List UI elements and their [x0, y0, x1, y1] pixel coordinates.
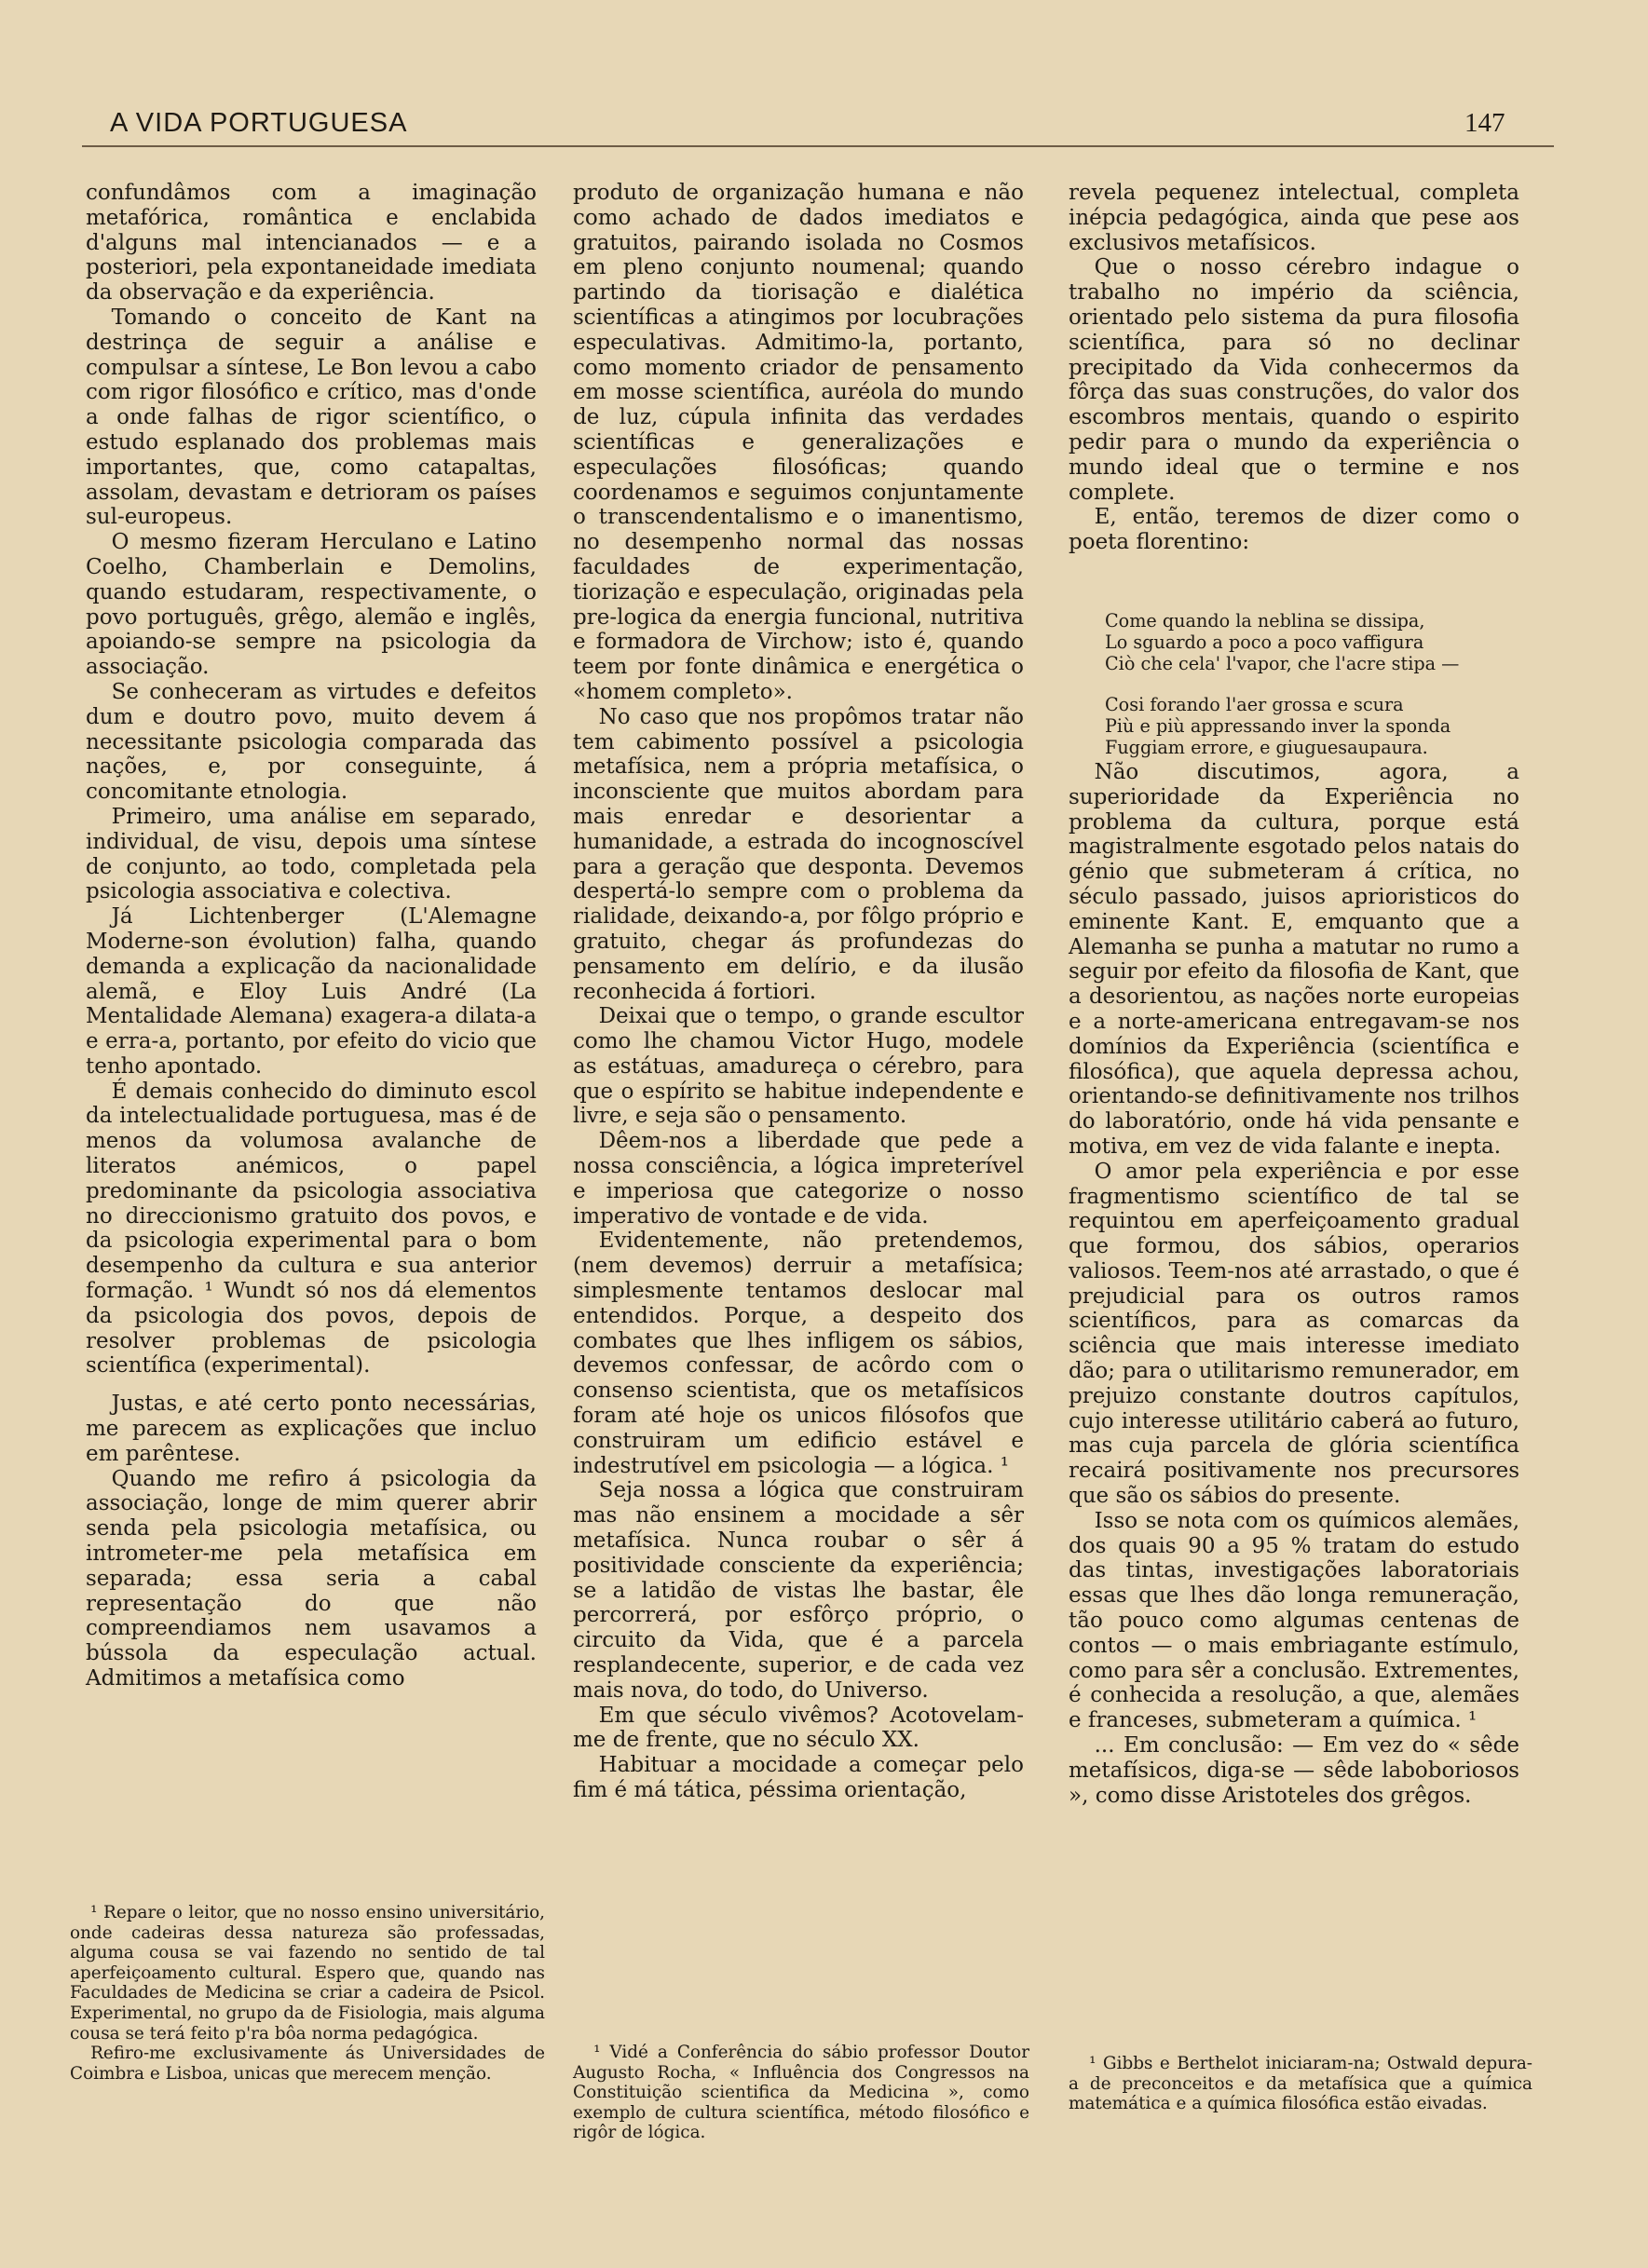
paragraph: Justas, e até certo ponto necessárias, me parecem as explicações que incluo em parêntese.: [86, 1392, 537, 1466]
verse-line: Più e più appressando inver la sponda: [1105, 714, 1451, 737]
verse-line: Lo sguardo a poco a poco vaffigura: [1105, 632, 1424, 654]
paragraph: O mesmo fizeram Herculano e Latino Coelho, Chamberlain e Demolins, quando estudaram, respectivamente, o povo português, grêgo, alemão e inglês, apoiando-se sempre na psicologia da associação.: [86, 530, 537, 680]
paragraph: Evidentemente, não pretendemos, (nem devemos) derruir a metafísica; simplesmente tentamos deslocar mal entendidos. Porque, a despeito dos combates que lhes infligem os sábios, devemos confessar, de acôrdo com o consenso scientista, que os metafísicos foram até hoje os unicos filósofos que construiram um edificio estável e indestrutível em psicologia — a lógica. ¹: [573, 1229, 1024, 1478]
verse-line: Fuggiam errore, e giuguesaupaura.: [1105, 737, 1428, 759]
paragraph: Quando me refiro á psicologia da associação, longe de mim querer abrir senda pela psicologia metafísica, ou intrometer-me pela metafísica em separada; essa seria a cabal representação do que não compreendiamos nem usavamos a bússola da especulação actual. Admitimos a metafísica como: [86, 1466, 537, 1691]
paragraph: Primeiro, uma análise em separado, individual, de visu, depois uma síntese de conjunto, ao todo, completada pela psicologia associativa e colectiva.: [86, 804, 537, 904]
footnotes-column-1: [70, 1903, 545, 2084]
paragraph: revela pequenez intelectual, completa inépcia pedagógica, ainda que pese aos exclusivos metafísicos.: [1069, 181, 1519, 255]
paragraph: Tomando o conceito de Kant na destrinça de seguir a análise e compulsar a síntese, Le Bon levou a cabo com rigor filosófico e crítico, mas d'onde a onde falhas de rigor scientífico, o estudo esplanado dos problemas mais importantes, que, como catapaltas, assolam, devastam e detrioram os países sul-europeus.: [86, 305, 537, 530]
page-number: 147: [1464, 108, 1505, 138]
verse-quotation: [1105, 610, 1533, 777]
header-rule: [82, 145, 1554, 147]
paragraph: produto de organização humana e não como achado de dados imediatos e gratuitos, pairando isolada no Cosmos em pleno conjunto noumenal; quando partindo da tiorisação e dialética scientíficas a atingimos por locubrações especulativas. Admitimo-la, portanto, como momento criador de pensamento em mosse scientífica, auréola do mundo de luz, cúpula infinita das verdades scientíficas e generalizações e especulações filosóficas; quando coordenamos e seguimos conjuntamente o transcendentalismo e o imanentismo, no desempenho normal das nossas faculdades de experimentação, tiorização e especulação, originadas pela pre-logica da energia funcional, nutritiva e formadora de Virchow; isto é, quando teem por fonte dinâmica e energética o «homem completo».: [573, 181, 1024, 704]
paragraph: É demais conhecido do diminuto escol da intelectualidade portuguesa, mas é de menos da volumosa avalanche de literatos anémicos, o papel predominante da psicologia associativa no direccionismo gratuito dos povos, e da psicologia experimental para o bom desempenho da cultura e sua anterior formação. ¹ Wundt só nos dá elementos da psicologia dos povos, depois de resolver problemas de psicologia scientífica (experimental).: [86, 1079, 537, 1378]
paragraph: Se conheceram as virtudes e defeitos dum e doutro povo, muito devem á necessitante psicologia comparada das nações, e, por conseguinte, á concomitante etnologia.: [86, 679, 537, 805]
paragraph: Em que século vivêmos? Acotovelam-me de frente, que no século XX.: [573, 1703, 1024, 1753]
paragraph: ... Em conclusão: — Em vez do « sêde metafísicos, diga-se — sêde laboboriosos », como disse Aristoteles dos grêgos.: [1069, 1733, 1519, 1808]
footnote: ¹ Repare o leitor, que no nosso ensino universitário, onde cadeiras dessa natureza são professadas, alguma cousa se vai fazendo no sentido de tal aperfeiçoamento cultural. Espero que, quando nas Faculdades de Medicina se criar a cadeira de Psicol. Experimental, no grupo da de Fisiologia, mais alguma cousa se terá feito p'ra bôa norma pedagógica.: [70, 1903, 545, 2044]
footnotes-column-3: [1069, 2054, 1532, 2114]
running-title: A VIDA PORTUGUESA: [110, 108, 408, 138]
paragraph: No caso que nos propômos tratar não tem cabimento possível a psicologia metafísica, nem a própria metafísica, o inconsciente que muitos abordam para mais enredar e desorientar a humanidade, a estrada do incognoscível para a geração que desponta. Devemos despertá-lo sempre com o problema da rialidade, deixando-a, por fôlgo próprio e gratuito, chegar ás profundezas do pensamento em delírio, e da ilusão reconhecida á fortiori.: [573, 704, 1024, 1004]
stanza: [1105, 694, 1533, 759]
paragraph: Dêem-nos a liberdade que pede a nossa consciência, a lógica impreterível e imperiosa que categorize o nosso imperativo de vontade e de vida.: [573, 1129, 1024, 1229]
paragraph: O amor pela experiência e por esse fragmentismo scientífico de tal se requintou em aperfeiçoamento gradual que formou, dos sábios, operarios valiosos. Teem-nos até arrastado, o que é prejudicial para os outros ramos scientíficos, para as comarcas da sciência que mais interesse imediato dão; para o utilitarismo remunerador, em prejuizo constante doutros capítulos, cujo interesse utilitário caberá ao futuro, mas cuja parcela de glória scientífica recairá positivamente nos precursores que são os sábios do presente.: [1069, 1159, 1519, 1509]
footnotes-column-2: [573, 2043, 1029, 2143]
footnote: ¹ Gibbs e Berthelot iniciaram-na; Ostwald depura-a de preconceitos e da metafísica que a química matemática e a química filosófica estão eivadas.: [1069, 2054, 1532, 2114]
paragraph: Que o nosso cérebro indague o trabalho no império da sciência, orientado pelo sistema da pura filosofia scientífica, para só no declinar precipitado da Vida conhecermos da fôrça das suas construções, do valor dos escombros mentais, quando o espirito pedir para o mundo da experiência o mundo ideal que o termine e nos complete.: [1069, 255, 1519, 505]
verse-line: Cosi forando l'aer grossa e scura: [1105, 693, 1404, 715]
verse-line: Come quando la neblina se dissipa,: [1105, 610, 1425, 632]
paragraph: Seja nossa a lógica que construiram mas não ensinem a mocidade a sêr metafísica. Nunca roubar o sêr á positividade consciente da experiência; se a latidão de vistas lhe bastar, êle percorrerá, por esfôrço próprio, o circuito da Vida, que é a parcela resplandecente, superior, e de cada vez mais nova, do todo, do Universo.: [573, 1478, 1024, 1703]
verse-line: Ciò che cela' l'vapor, che l'acre stipa —: [1105, 653, 1460, 675]
paragraph: confundâmos com a imaginação metafórica, romântica e enclabida d'alguns mal intencianados — e a posteriori, pela expontaneidade imediata da observação e da experiência.: [86, 181, 537, 306]
paragraph: Habituar a mocidade a começar pelo fim é má tática, péssima orientação,: [573, 1753, 1024, 1802]
column-1: [86, 181, 537, 1691]
paragraph: E, então, teremos de dizer como o poeta florentino:: [1069, 505, 1519, 555]
paragraph: Deixai que o tempo, o grande escultor como lhe chamou Victor Hugo, modele as estátuas, amadureça o cérebro, para que o espírito se habitue independente e livre, e seja são o pensamento.: [573, 1004, 1024, 1129]
paragraph: Já Lichtenberger (L'Alemagne Moderne-son évolution) falha, quando demanda a explicação da nacionalidade alemã, e Eloy Luis André (La Mentalidade Alemana) exagera-a dilata-a e erra-a, portanto, por efeito do vicio que tenho apontado.: [86, 904, 537, 1079]
footnote: ¹ Vidé a Conferência do sábio professor Doutor Augusto Rocha, « Influência dos Congressos na Constituição scientifica da Medicina », como exemplo de cultura scientífica, método filosófico e rigôr de lógica.: [573, 2043, 1029, 2143]
footnote: Refiro-me exclusivamente ás Universidades de Coimbra e Lisboa, unicas que merecem menção.: [70, 2044, 545, 2084]
column-3: [1069, 181, 1519, 1808]
paragraph: Não discutimos, agora, a superioridade da Experiência no problema da cultura, porque está magistralmente esgotado pelos natais do génio que submeteram á crítica, no século passado, juisos aprioristicos do eminente Kant. E, emquanto que a Alemanha se punha a matutar no rumo a seguir por efeito da filosofia de Kant, que a desorientou, as nações norte europeias e a norte-americana entregavam-se nos domínios da Experiência (scientífica e filosófica), que aquela depressa achou, orientando-se definitivamente nos trilhos do laboratório, onde há vida pensante e motiva, em vez de vida falante e inepta.: [1069, 759, 1519, 1159]
stanza: [1105, 610, 1533, 675]
paragraph: Isso se nota com os químicos alemães, dos quais 90 a 95 % tratam do estudo das tintas, investigações laboratoriais essas que lhes dão longa remuneração, tão pouco como algumas centenas de contos — o mais embriagante estímulo, como para sêr a conclusão. Extrementes, é conhecida a resolução, a que, alemães e franceses, submeteram a química. ¹: [1069, 1508, 1519, 1733]
column-2: [573, 181, 1024, 1803]
